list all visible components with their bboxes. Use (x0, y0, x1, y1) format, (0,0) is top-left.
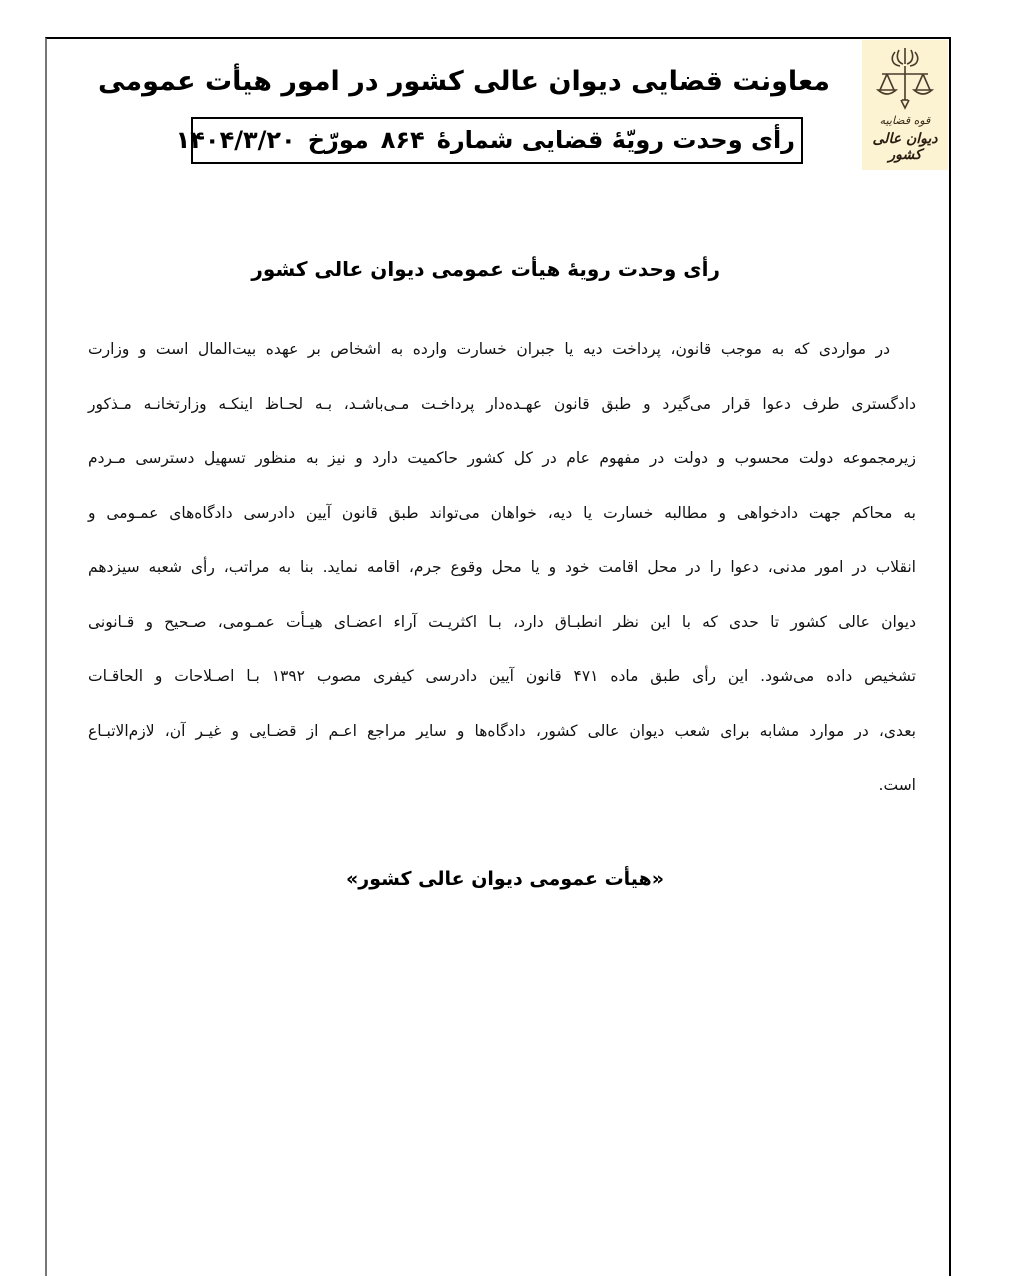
signature: «هیأت عمومی دیوان عالی کشور» (345, 868, 664, 890)
ruling-label: رأی وحدت رویّهٔ قضایی شمارهٔ (436, 126, 795, 154)
body-line: بعدی، در موارد مشابه برای شعب دیوان عالی کشور، دادگاه‌ها و سایر مراجع اعـم از قضـایی و غیـر آن، لازم‌الاتبـاع (88, 721, 916, 740)
ruling-body (88, 332, 916, 823)
ruling-number-box (175, 117, 803, 164)
logo-supreme-court-text: دیوان عالی کشور (872, 131, 938, 163)
body-line: در مواردی که به موجب قانون، پرداخت دیه یا جبران خسارت وارده به اشخاص بر عهده بیت‌المال است و وزارت (88, 340, 890, 358)
body-line: به محاکم جهت دادخواهی و مطالبه خسارت یا دیه، خواهان می‌تواند طبق قانون آیین دادرسی دادگاه‌های عمـومی و (88, 503, 916, 522)
body-line: انقلاب در امور مدنی، دعوا را در محل اقامت خود و یا محل وقوع جرم، اقامه نماید. بنا به مراتب، رأی شعبه سیزدهم (88, 558, 916, 576)
judiciary-logo (862, 40, 948, 170)
date-label: مورّخ (307, 126, 369, 154)
iran-emblem-scales-of-justice-icon (870, 44, 940, 112)
section-heading: رأی وحدت رویهٔ هیأت عمومی دیوان عالی کشور (251, 257, 720, 281)
ruling-number: ۸۶۴ (380, 126, 425, 154)
body-line: زیرمجموعه دولت محسوب و دولت در مفهوم عام در کل کشور حاکمیت دارد و نیز به منظور تسهیل دسترسی مـردم (88, 449, 916, 467)
body-line: دادگستری طرف دعوا قرار می‌گیرد و طبق قانون عهـده‌دار پرداخـت مـی‌باشـد، بـه لحـاظ اینکـه وزارتخانـه مـذکور (88, 394, 916, 413)
document-header-title: معاونت قضایی دیوان عالی کشور در امور هیأت عمومی (98, 66, 830, 97)
logo-judiciary-text: قوه قضاییه (879, 114, 931, 127)
body-line: دیوان عالی کشور تا حدی که با این نظر انطبـاق دارد، بـا اکثریـت آراء اعضـای هیـأت عمـومی، صـحیح و قـانونی (88, 612, 916, 631)
body-line: است. (878, 776, 916, 794)
ruling-date: ۱۴۰۴/۳/۲۰ (175, 126, 296, 154)
body-line: تشخیص داده می‌شود. این رأی طبق ماده ۴۷۱ قانون آیین دادرسی کیفری مصوب ۱۳۹۲ بـا اصـلاحات و الحاقـات (88, 667, 916, 685)
